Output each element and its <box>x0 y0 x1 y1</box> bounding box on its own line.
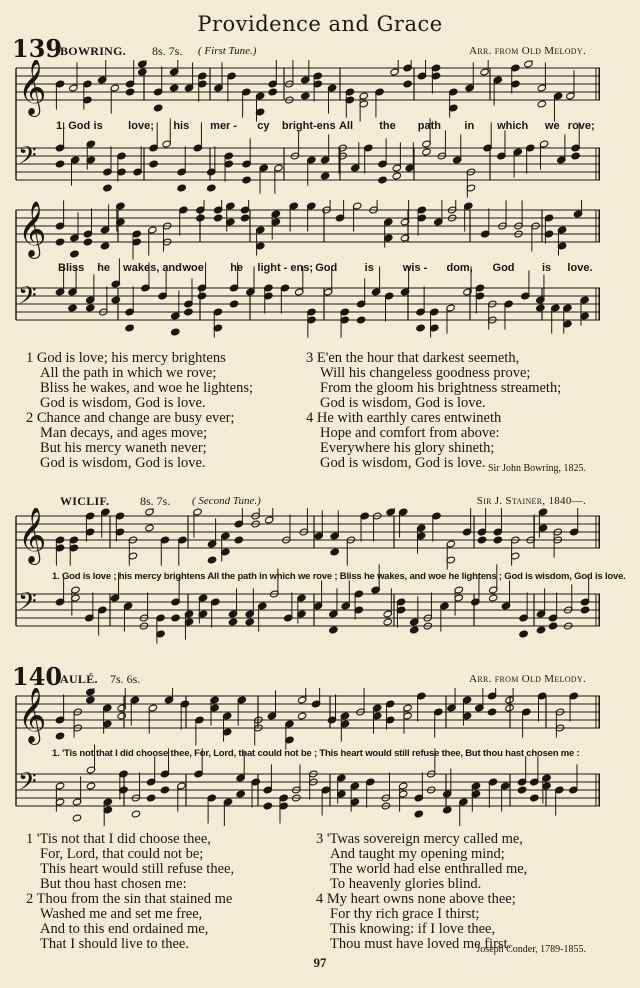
verse-line: This knowing: if I love thee, <box>330 921 496 937</box>
lyric-syllable: the <box>379 120 396 132</box>
note-head <box>103 184 112 192</box>
verse-line: Hope and comfort from above: <box>320 425 500 441</box>
note-head <box>356 316 365 324</box>
note-head <box>55 160 64 168</box>
lyric-syllable: 1. God <box>56 120 91 132</box>
lyrics-line: 1. God is love ; his mercy brightens All the path in which we rove ; Bliss he wakes, and woe he lightens ; God is wisdom, God is love. <box>52 571 626 582</box>
tune-note: ( Second Tune.) <box>192 495 261 507</box>
verse-line: Washed me and set me free, <box>40 906 203 922</box>
verse-line: Man decays, and ages move; <box>40 425 208 441</box>
lyric-syllable: bright-ens <box>281 120 336 132</box>
tune-meter: 8s. 7s. <box>140 494 171 508</box>
verse-line: Everywhere his glory shineth; <box>320 440 495 456</box>
lyric-syllable: is <box>93 120 103 132</box>
lyric-syllable: is <box>541 262 552 274</box>
note-head <box>383 618 392 626</box>
verse-line: 1 God is love; his mercy brightens <box>26 350 226 366</box>
note-head <box>213 214 222 222</box>
bass-clef-icon: 𝄢 <box>18 767 37 801</box>
hymn-number: 140 <box>12 662 63 691</box>
note-head <box>236 790 245 798</box>
lyric-syllable: love. <box>567 262 593 274</box>
note-head <box>145 524 154 532</box>
note-head <box>197 292 206 300</box>
verse-line: For, Lord, that could not be; <box>40 846 204 862</box>
note-head <box>530 794 539 802</box>
tune-note: ( First Tune.) <box>198 45 257 57</box>
lyric-syllable: his <box>173 120 190 132</box>
verse-line: Thou must have loved me first. <box>330 936 512 952</box>
lyrics-line: 1. 'Tis not that I did choose thee, For, Lord, that could not be ; This heart would still refuse thee, But thou hast chosen me : <box>52 748 580 759</box>
note-head <box>414 810 423 818</box>
note-head <box>242 176 251 184</box>
lyric-syllable: he <box>230 262 244 274</box>
note-head <box>86 782 95 790</box>
verse-line: And to this end ordained me, <box>40 921 209 937</box>
note-head <box>403 80 412 88</box>
verse-line: God is wisdom, God is love. <box>40 455 206 471</box>
note-head <box>410 626 419 634</box>
note-head <box>68 304 77 312</box>
note-head <box>392 172 401 180</box>
note-head <box>234 536 243 544</box>
verse-line: 4 My heart owns none above thee; <box>316 891 516 907</box>
note-head <box>580 606 589 614</box>
verse-4 <box>306 411 501 471</box>
note-head <box>548 622 557 630</box>
note-head <box>117 712 126 720</box>
note-head <box>184 308 193 316</box>
note-head <box>138 68 147 76</box>
arrangement-credit: Arr. from Old Melody. <box>469 673 586 685</box>
lyric-syllable: light - ens; <box>257 262 314 274</box>
note-head <box>240 214 249 222</box>
staff <box>16 688 600 750</box>
lyric-syllable: Bliss <box>58 262 85 274</box>
note-head <box>488 594 497 602</box>
verse-3 <box>306 351 561 411</box>
note-head <box>100 242 109 250</box>
lyric-syllable: cy <box>257 120 270 132</box>
note-head <box>207 184 216 192</box>
note-head <box>228 618 237 626</box>
note-head <box>268 88 277 96</box>
staff <box>16 508 600 570</box>
verse-line: But his mercy waneth never; <box>40 440 207 456</box>
note-head <box>171 328 180 336</box>
tune-name: AULÉ. <box>60 672 98 686</box>
staff <box>16 200 600 260</box>
verse-line: Will his changeless goodness prove; <box>320 365 531 381</box>
lyric-syllable: love; <box>128 120 154 132</box>
arrangement-credit: Sir J. Stainer, 1840—. <box>476 495 586 507</box>
note-head <box>477 536 486 544</box>
verse-line: But thou hast chosen me: <box>40 876 187 892</box>
verse-2 <box>26 411 235 471</box>
page-number: 97 <box>313 955 327 970</box>
note-head <box>297 712 306 720</box>
note-head <box>378 176 387 184</box>
lyric-syllable: is <box>364 262 374 274</box>
verse-line: To heavenly glories blind. <box>330 876 482 892</box>
lyric-syllable: dom, <box>446 262 473 274</box>
author-credit: Joseph Conder, 1789-1855. <box>476 944 586 955</box>
verse-line: 3 'Twas sovereign mercy called me, <box>316 831 523 847</box>
note-head <box>536 626 545 634</box>
treble-clef-icon: 𝄞 <box>18 508 47 563</box>
verse-line: 3 E'en the hour that darkest seemeth, <box>306 350 520 366</box>
note-head <box>320 172 329 180</box>
note-head <box>329 626 338 634</box>
tune-meter: 8s. 7s. <box>152 44 183 58</box>
staff <box>16 60 600 122</box>
note-head <box>229 300 238 308</box>
treble-clef-icon: 𝄞 <box>18 201 47 257</box>
bass-clef-icon: 𝄢 <box>18 141 37 175</box>
note-head <box>571 152 580 160</box>
bass-clef-icon: 𝄢 <box>18 587 37 621</box>
note-head <box>245 618 254 626</box>
verse-line: And taught my opening mind; <box>330 846 505 862</box>
lyric-syllable: wis - <box>402 262 428 274</box>
lyric-syllable: mer - <box>210 120 238 132</box>
hymn-number: 139 <box>12 34 63 63</box>
bass-clef-icon: 𝄢 <box>18 281 37 315</box>
note-head <box>536 304 545 312</box>
lyric-syllable: he <box>97 262 111 274</box>
lyric-syllable: All <box>338 120 354 132</box>
lyric-syllable: rove; <box>567 120 595 132</box>
note-head <box>171 614 180 622</box>
note-head <box>169 84 178 92</box>
note-head <box>131 810 140 818</box>
lyric-syllable: in <box>464 120 475 132</box>
note-head <box>517 786 526 794</box>
verse-3 <box>316 832 527 892</box>
note-head <box>487 708 496 716</box>
lyric-syllable: we <box>544 120 560 132</box>
verse-line: 4 He with earthly cares entwineth <box>306 410 502 426</box>
note-head <box>86 304 95 312</box>
lyric-syllable: wakes, and <box>123 262 182 274</box>
note-head <box>443 806 452 814</box>
note-head <box>149 160 158 168</box>
arrangement-credit: Arr. from Old Melody. <box>469 45 586 57</box>
note-head <box>196 214 205 222</box>
note-head <box>160 786 169 794</box>
verse-line: God is wisdom, God is love. <box>320 455 486 471</box>
verse-1 <box>26 832 234 892</box>
verse-line: That I should live to thee. <box>40 936 189 952</box>
page-title: Providence and Grace <box>197 12 443 36</box>
note-head <box>55 732 64 740</box>
lyric-syllable: God <box>315 262 338 274</box>
note-head <box>153 104 162 112</box>
note-head <box>537 100 546 108</box>
note-head <box>111 296 120 304</box>
verse-line: 2 Chance and change are busy ever; <box>26 410 235 426</box>
author-credit: Sir John Bowring, 1825. <box>487 463 586 474</box>
verse-line: This heart would still refuse thee, <box>40 861 235 877</box>
verse-1 <box>26 351 253 411</box>
note-head <box>422 148 431 156</box>
note-head <box>72 814 81 822</box>
verse-line: For thy rich grace I thirst; <box>330 906 480 922</box>
treble-clef-icon: 𝄞 <box>18 688 47 743</box>
lyric-syllable: God <box>492 262 515 274</box>
note-head <box>146 794 155 802</box>
verse-line: 1 'Tis not that I did choose thee, <box>26 831 211 847</box>
verse-line: 2 Thou from the sin that stained me <box>26 891 233 907</box>
verse-line: The world had else enthralled me, <box>330 861 528 877</box>
note-head <box>263 802 272 810</box>
verse-line: Bliss he wakes, and woe he lightens; <box>40 380 254 396</box>
treble-clef-icon: 𝄞 <box>18 60 47 115</box>
note-head <box>177 184 186 192</box>
lyric-syllable: path <box>417 120 442 132</box>
tune-meter: 7s. 6s. <box>110 672 141 686</box>
verse-line: God is wisdom, God is love. <box>320 395 486 411</box>
tune-name: WICLIF. <box>60 494 110 508</box>
verse-line: God is wisdom, God is love. <box>40 395 206 411</box>
note-head <box>86 696 95 704</box>
note-head <box>207 556 216 564</box>
tune-name: BOWRING. <box>60 44 127 58</box>
note-head <box>416 324 425 332</box>
note-head <box>55 238 64 246</box>
note-head <box>70 250 79 258</box>
lyric-syllable: which <box>497 120 529 132</box>
verse-2 <box>26 892 232 952</box>
note-head <box>125 324 134 332</box>
verse-line: From the gloom his brightness streameth; <box>320 380 562 396</box>
verse-4 <box>316 892 516 952</box>
note-head <box>493 536 502 544</box>
note-head <box>330 548 339 556</box>
verse-line: All the path in which we rove; <box>40 365 217 381</box>
note-head <box>519 630 528 638</box>
note-head <box>301 92 310 100</box>
note-head <box>83 238 92 246</box>
lyric-syllable: woe <box>182 262 204 274</box>
note-head <box>125 88 134 96</box>
